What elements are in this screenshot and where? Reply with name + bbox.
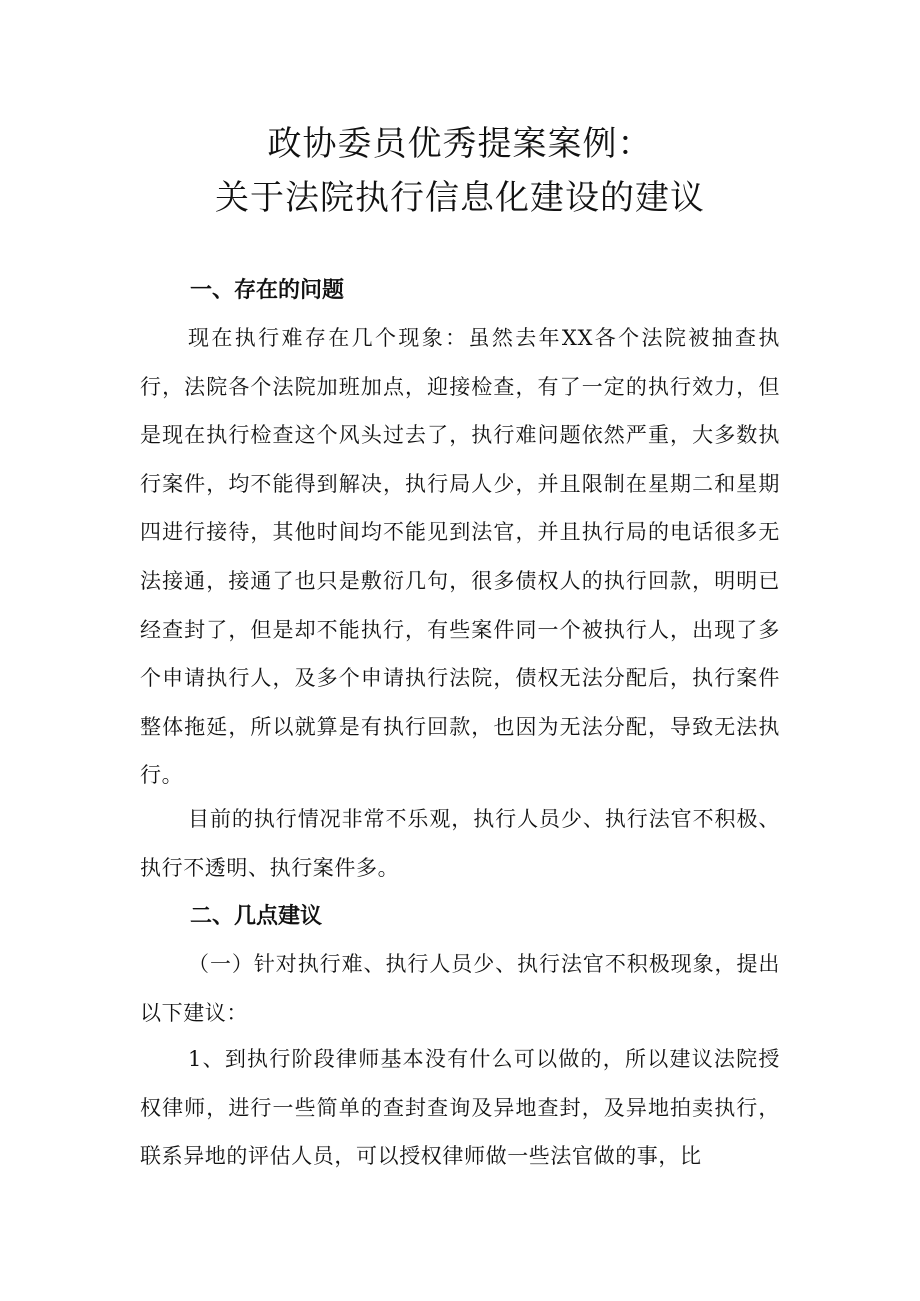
section-heading-suggestions: 二、几点建议 bbox=[190, 904, 323, 929]
section-heading-problems: 一、存在的问题 bbox=[190, 278, 345, 303]
paragraph-suggestion-intro: （一）针对执行难、执行人员少、执行法官不积极现象，提出以下建议： bbox=[140, 952, 780, 1025]
paragraph-suggestion-1: 1、到执行阶段律师基本没有什么可以做的，所以建议法院授权律师，进行一些简单的查封查询及异地查封，及异地拍卖执行，联系异地的评估人员，可以授权律师做一些法官做的事，比 bbox=[140, 1047, 780, 1169]
document-title-line-2: 关于法院执行信息化建设的建议 bbox=[215, 178, 705, 218]
document-title-line-1: 政协委员优秀提案案例： bbox=[267, 124, 653, 164]
paragraph-current-situation: 目前的执行情况非常不乐观，执行人员少、执行法官不积极、执行不透明、执行案件多。 bbox=[140, 807, 780, 880]
paragraph-problems-description: 现在执行难存在几个现象：虽然去年XX各个法院被抽查执行，法院各个法院加班加点，迎接检查，有了一定的执行效力，但是现在执行检查这个风头过去了，执行难问题依然严重，大多数执行案件，均不能得到解决，执行局人少，并且限制在星期二和星期四进行接待，其他时间均不能见到法官，并且执行局的电话很多无法接通，接通了也只是敷衍几句，很多债权人的执行回款，明明已经查封了，但是却不能执行，有些案件同一个被执行人，出现了多个申请执行人，及多个申请执行法院，债权无法分配后，执行案件整体拖延，所以就算是有执行回款，也因为无法分配，导致无法执行。 bbox=[140, 326, 780, 788]
